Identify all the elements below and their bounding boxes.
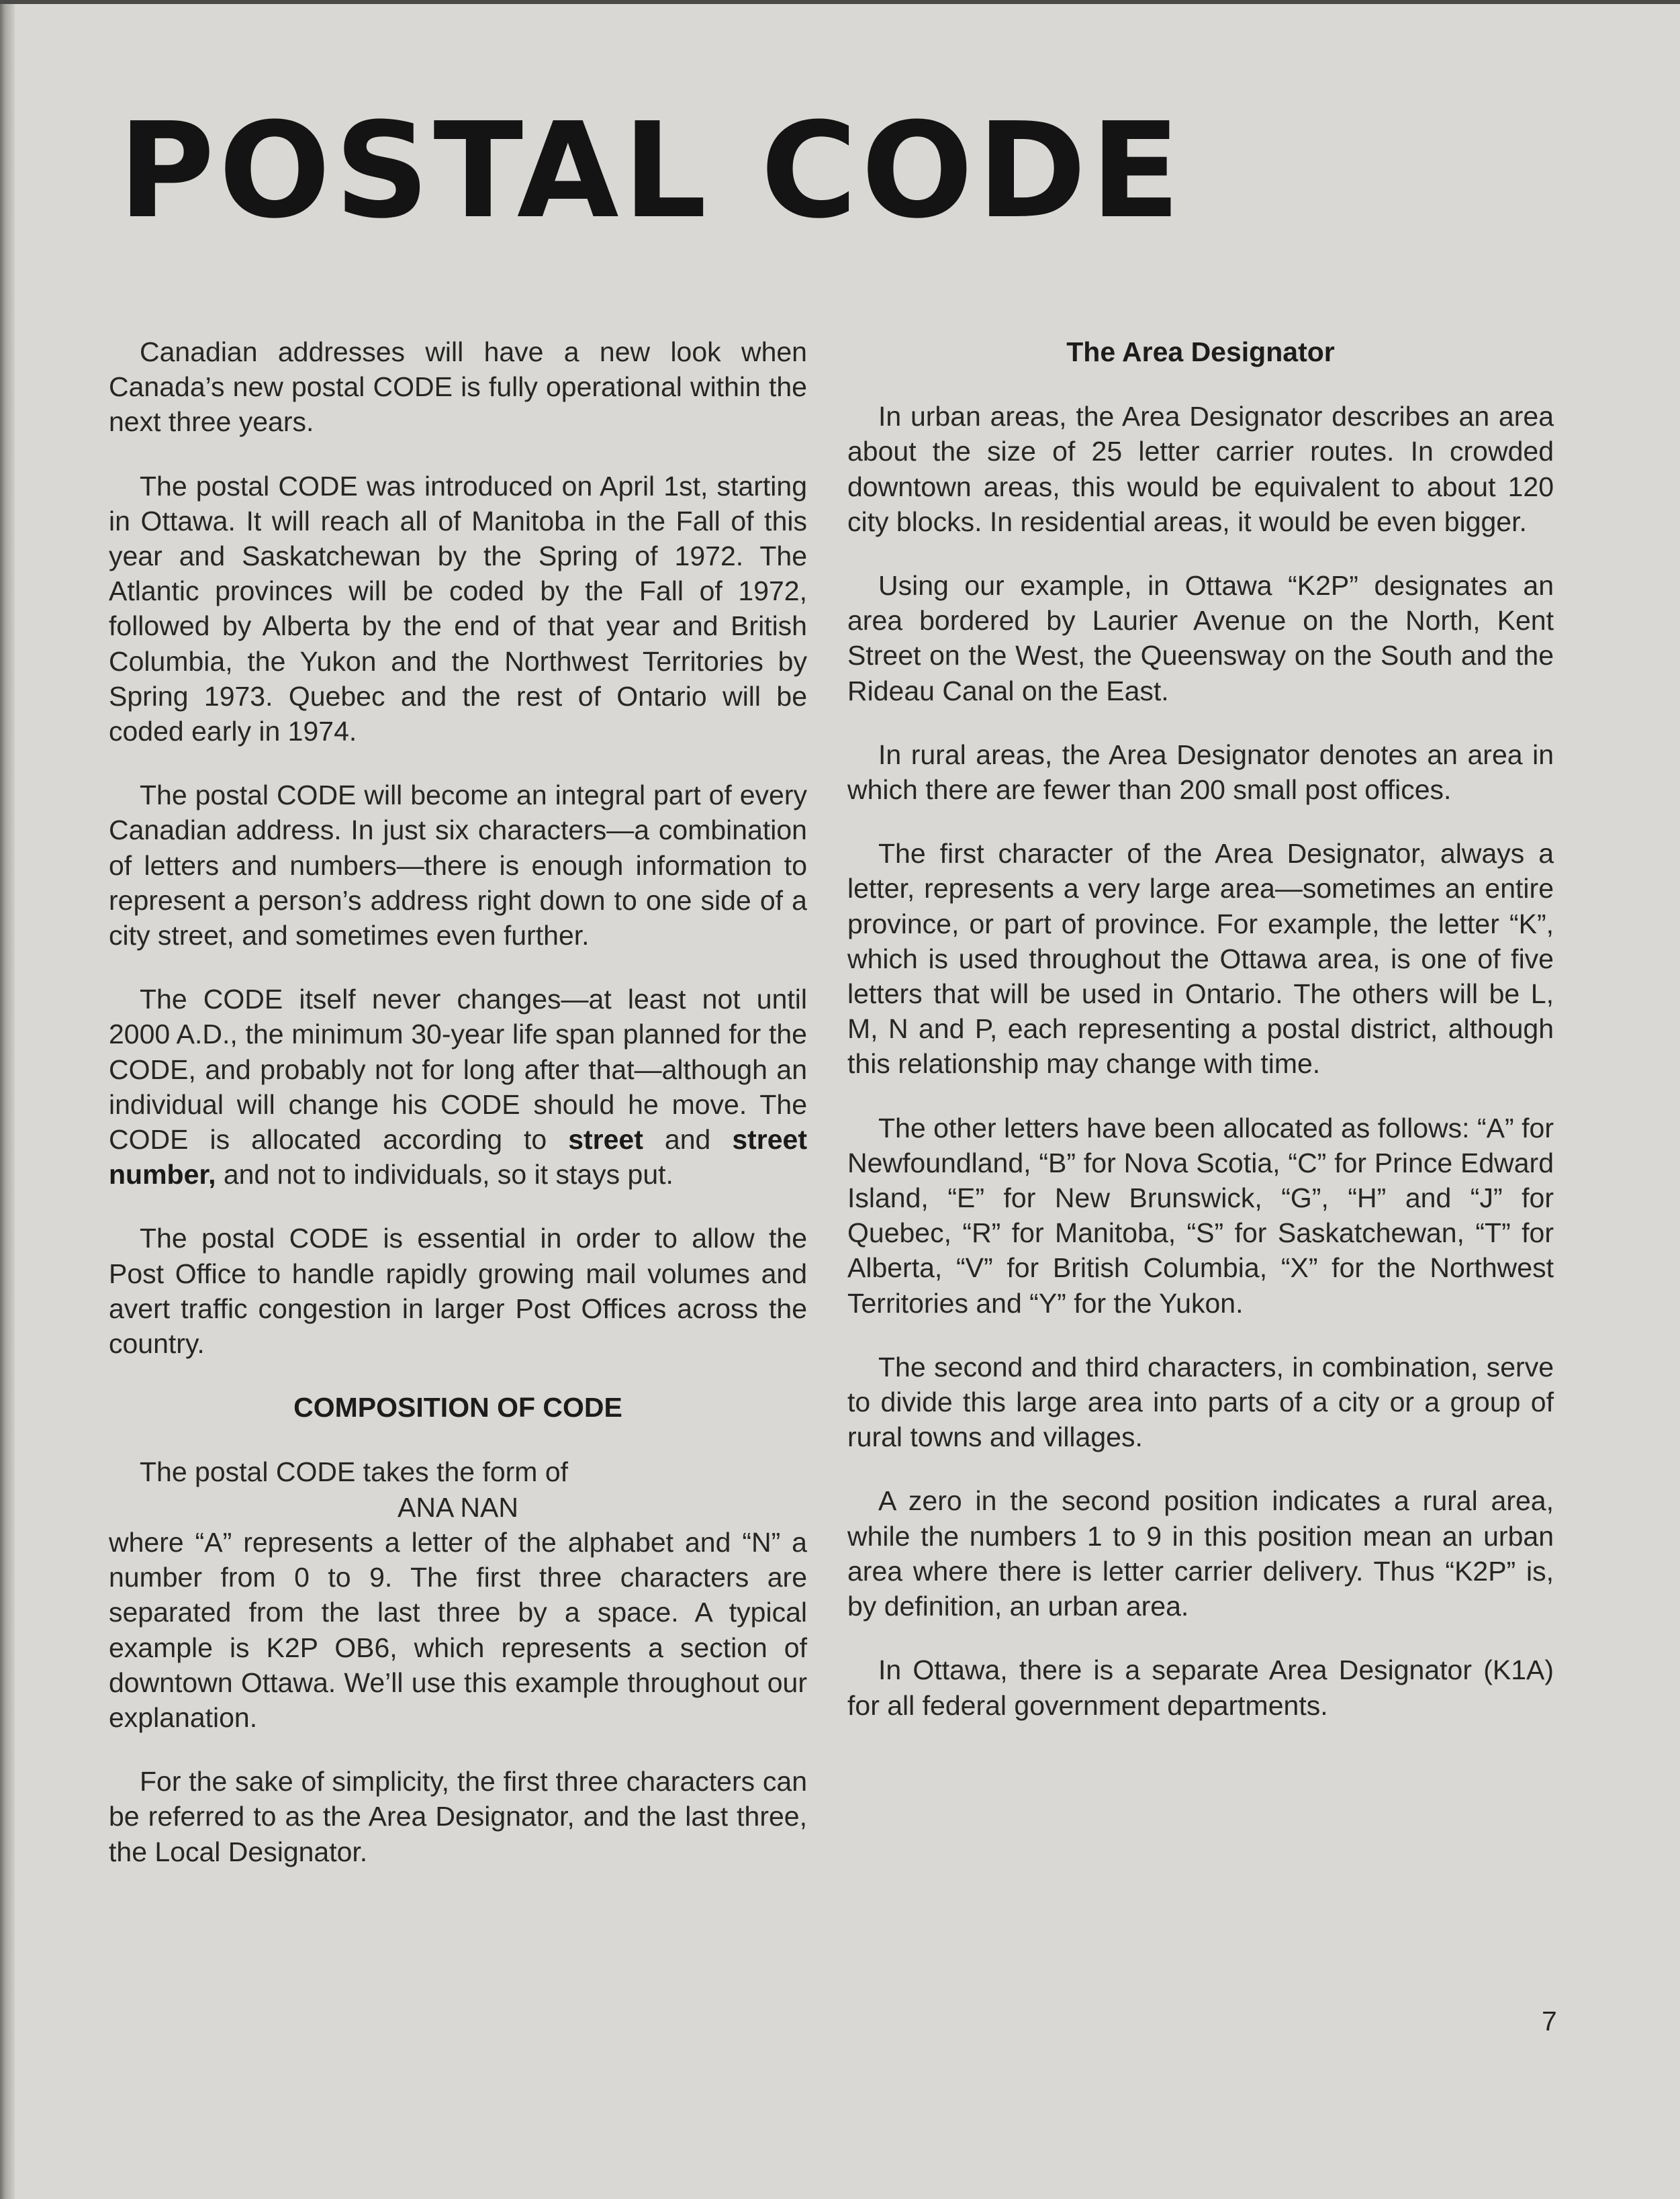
paragraph-essential: The postal CODE is essential in order to allow the Post Office to handle rapidly growing mail volumes and avert traffic congestion in larger Post Offices across the country. — [109, 1223, 807, 1360]
section-heading-composition: COMPOSITION OF CODE — [293, 1392, 622, 1423]
bold-street: street — [568, 1124, 643, 1156]
text-segment: and not to individuals, so it stays put. — [216, 1159, 673, 1190]
paragraph-rural-areas: In rural areas, the Area Designator denotes an area in which there are fewer than 200 small post offices. — [847, 739, 1554, 806]
paragraph-second-third-characters: The second and third characters, in combination, serve to divide this large area into parts of a city or a group of rural towns and villages. — [847, 1351, 1554, 1453]
paragraph-other-letters: The other letters have been allocated as follows: “A” for Newfoundland, “B” for Nova Scotia, “C” for Prince Edward Island, “E” for New Brunswick, “G”, “H” and “J” for Quebec, “R” for Manitoba, “S” for Saskatchewan, “T” for Alberta, “V” for British Columbia, “X” for the Northwest Territories and “Y” for the Yukon. — [847, 1112, 1554, 1319]
paragraph-zero-rural: A zero in the second position indicates a rural area, while the numbers 1 to 9 in this position mean an urban area where there is letter carrier delivery. Thus “K2P” is, by definition, an urban area. — [847, 1485, 1554, 1622]
section-heading-area-designator: The Area Designator — [1066, 336, 1335, 367]
code-form-explanation: where “A” represents a letter of the alphabet and “N” a number from 0 to 9. The first three characters are separated from the last three by a space. A typical example is K2P OB6, which represents a section of downtown Ottawa. We’ll use this example throughout our explanation. — [109, 1526, 807, 1733]
paragraph-code-form — [109, 1454, 807, 1735]
page-number: 7 — [1542, 2006, 1557, 2037]
bold-street-number: street number, — [109, 1124, 807, 1190]
paragraph-code-never-changes — [109, 982, 807, 1192]
paragraph-urban-areas: In urban areas, the Area Designator describes an area about the size of 25 letter carrier routes. In crowded downtown areas, this would be equivalent to about 120 city blocks. In residential areas, it would be even bigger. — [847, 401, 1554, 537]
left-column — [109, 334, 807, 1898]
paragraph-simplicity: For the sake of simplicity, the first three characters can be referred to as the Area Designator, and the last three, the Local Designator. — [109, 1766, 807, 1867]
paragraph-integral-part: The postal CODE will become an integral part of every Canadian address. In just six characters—a combination of letters and numbers—there is enough information to represent a person’s address right down to one side of a city street, and sometimes even further. — [109, 780, 807, 951]
paragraph-intro: Canadian addresses will have a new look when Canada’s new postal CODE is fully operational within the next three years. — [109, 336, 807, 438]
page-title: POSTAL CODE — [118, 95, 1184, 248]
code-format: ANA NAN — [398, 1491, 518, 1523]
paragraph-first-character: The first character of the Area Designator, always a letter, represents a very large area—sometimes an entire province, or part of province. For example, the letter “K”, which is used throughout the Ottawa area, is one of five letters that will be used in Ontario. The others will be L, M, N and P, each representing a postal district, although this relationship may change with time. — [847, 838, 1554, 1080]
right-column — [847, 334, 1554, 1752]
page-binding-edge — [0, 0, 15, 2199]
paragraph-rollout-schedule: The postal CODE was introduced on April 1st, starting in Ottawa. It will reach all of Manitoba in the Fall of this year and Saskatchewan by the Spring of 1972. The Atlantic provinces will be coded by the Fall of 1972, followed by Alberta by the end of that year and British Columbia, the Yukon and the Northwest Territories by Spring 1973. Quebec and the rest of Ontario will be coded early in 1974. — [109, 470, 807, 747]
page-top-edge — [0, 0, 1680, 4]
paragraph-ottawa-k1a: In Ottawa, there is a separate Area Designator (K1A) for all federal government departments. — [847, 1654, 1554, 1721]
code-form-intro: The postal CODE takes the form of — [140, 1456, 569, 1488]
text-segment: The CODE itself never changes—at least not until 2000 A.D., the minimum 30-year life span planned for the CODE, and probably not for long after that—although an individual will change his CODE should he move. The CODE is allocated according to — [109, 984, 807, 1156]
paragraph-example-k2p: Using our example, in Ottawa “K2P” designates an area bordered by Laurier Avenue on the North, Kent Street on the West, the Queensway on the South and the Rideau Canal on the East. — [847, 570, 1554, 706]
text-segment: and — [643, 1124, 733, 1156]
